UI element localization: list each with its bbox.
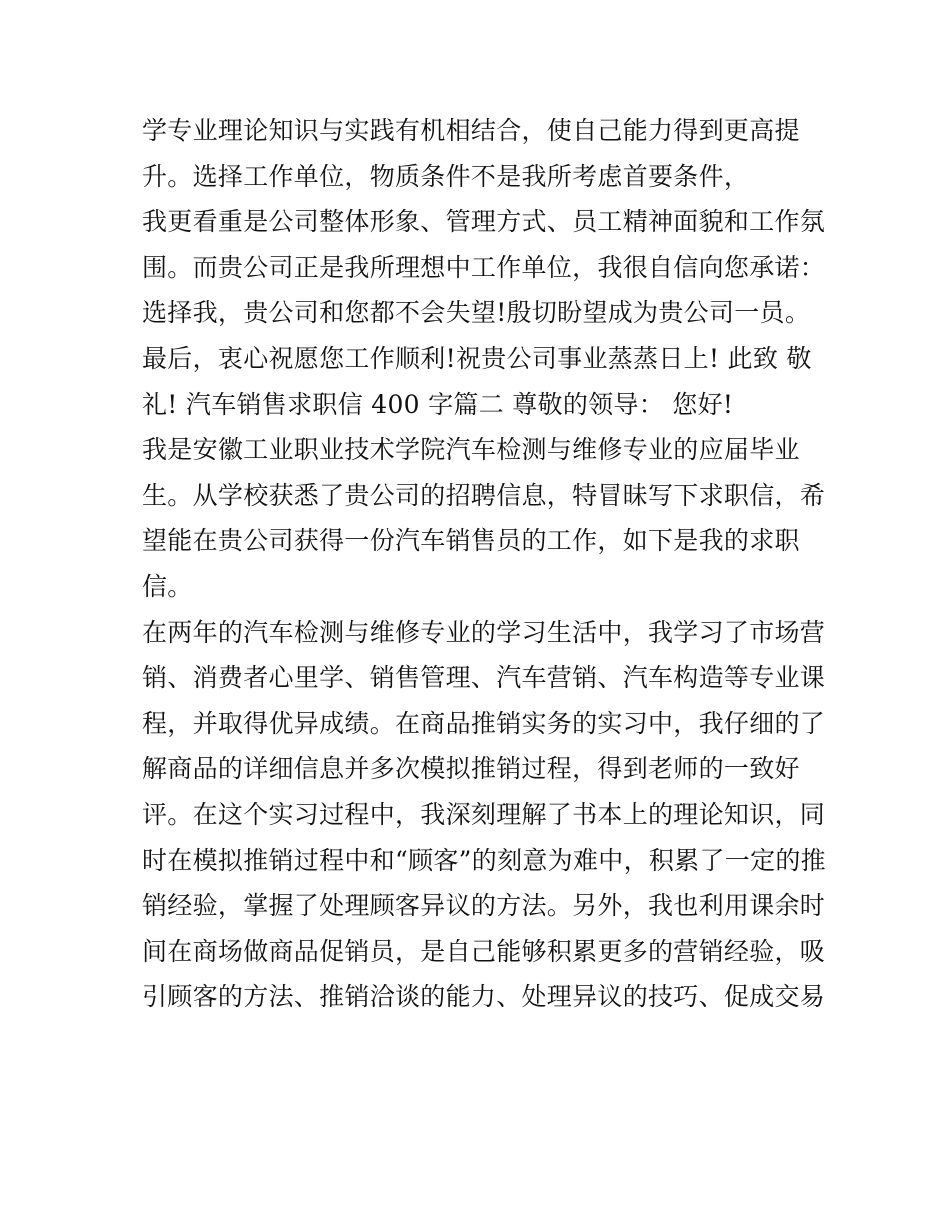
text-line: 评。在这个实习过程中，我深刻理解了书本上的理论知识，同 bbox=[142, 799, 826, 829]
text-line: 生。从学校获悉了贵公司的招聘信息，特冒昧写下求职信，希 bbox=[142, 480, 826, 510]
document-body bbox=[142, 108, 826, 1020]
text-line: 学专业理论知识与实践有机相结合，使自己能力得到更高提 bbox=[142, 116, 800, 145]
text-line: 围。而贵公司正是我所理想中工作单位，我很自信向您承诺： bbox=[142, 252, 826, 282]
text-line: 我是安徽工业职业技术学院汽车检测与维修专业的应届毕业 bbox=[142, 435, 800, 465]
text-line: 销、消费者心里学、销售管理、汽车营销、汽车构造等专业课 bbox=[142, 663, 826, 693]
text-line: 程，并取得优异成绩。在商品推销实务的实习中，我仔细的了 bbox=[142, 708, 826, 738]
text-line: 在两年的汽车检测与维修专业的学习生活中，我学习了市场营 bbox=[142, 617, 826, 647]
text-line: 销经验，掌握了处理顾客异议的方法。另外，我也利用课余时 bbox=[142, 891, 826, 921]
text-line: 引顾客的方法、推销洽谈的能力、处理异议的技巧、促成交易 bbox=[142, 982, 826, 1012]
text-line: 时在模拟推销过程中和“顾客”的刻意为难中，积累了一定的推 bbox=[142, 845, 826, 875]
text-line: 解商品的详细信息并多次模拟推销过程，得到老师的一致好 bbox=[142, 754, 800, 784]
text-line: 望能在贵公司获得一份汽车销售员的工作，如下是我的求职 bbox=[142, 526, 800, 556]
text-line: 间在商场做商品促销员，是自己能够积累更多的营销经验，吸 bbox=[142, 936, 826, 966]
text-line: 我更看重是公司整体形象、管理方式、员工精神面貌和工作氛 bbox=[142, 207, 826, 237]
text-line: 选择我，贵公司和您都不会失望!殷切盼望成为贵公司一员。 bbox=[142, 298, 811, 328]
text-line: 信。 bbox=[142, 571, 193, 601]
text-line: 升。选择工作单位，物质条件不是我所考虑首要条件， bbox=[142, 161, 750, 191]
text-line: 礼! 汽车销售求职信 400 字篇二 尊敬的领导： 您好! bbox=[142, 389, 734, 419]
text-line: 最后，衷心祝愿您工作顺利!祝贵公司事业蒸蒸日上! 此致 敬 bbox=[142, 343, 812, 373]
